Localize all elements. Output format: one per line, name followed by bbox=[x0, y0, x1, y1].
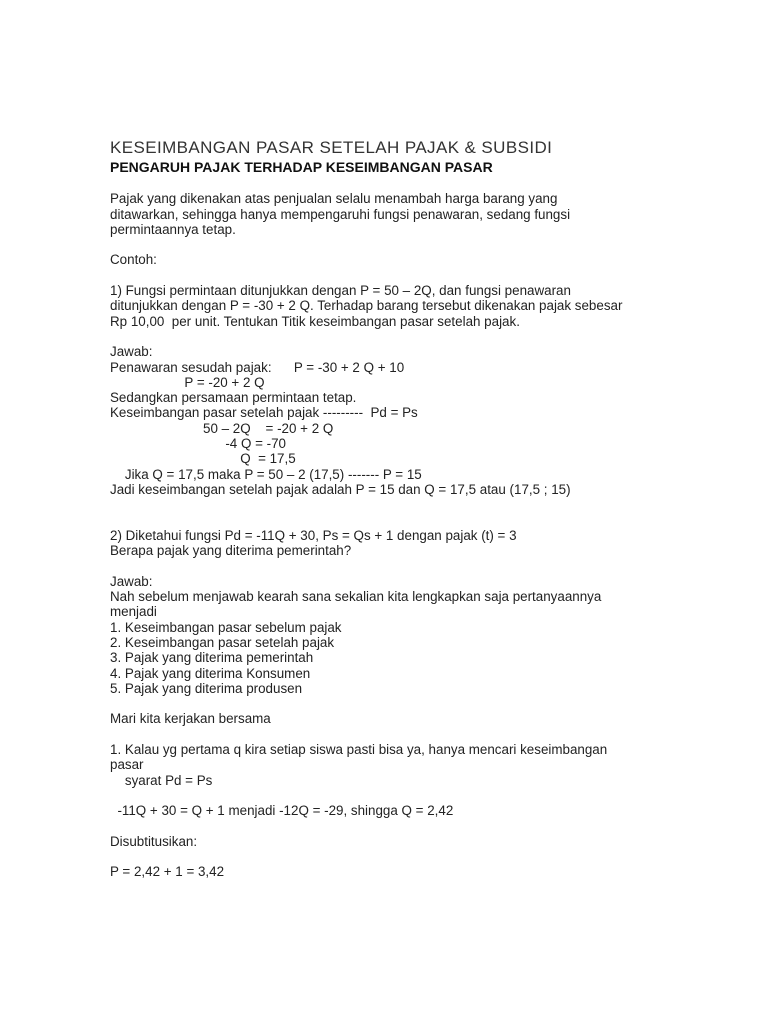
text-line: 50 – 2Q = -20 + 2 Q bbox=[110, 420, 334, 436]
text-line: 1) Fungsi permintaan ditunjukkan dengan P = 50 – 2Q, dan fungsi penawaran bbox=[110, 283, 571, 299]
text-line: syarat Pd = Ps bbox=[110, 772, 213, 788]
text-line: Jadi keseimbangan setelah pajak adalah P = 15 dan Q = 17,5 atau (17,5 ; 15) bbox=[110, 481, 571, 497]
spacer bbox=[110, 727, 750, 742]
text-line: ditawarkan, sehingga hanya mempengaruhi fungsi penawaran, sedang fungsi bbox=[110, 206, 571, 222]
spacer bbox=[110, 849, 750, 864]
document-title: KESEIMBANGAN PASAR SETELAH PAJAK & SUBSIDI bbox=[110, 138, 553, 157]
substitution-label: Disubtitusikan: bbox=[110, 833, 198, 849]
list-item: 4. Pajak yang diterima Konsumen bbox=[110, 665, 311, 681]
spacer bbox=[110, 558, 750, 573]
lets-do-text: Mari kita kerjakan bersama bbox=[110, 711, 271, 727]
spacer bbox=[110, 268, 750, 283]
spacer bbox=[110, 237, 750, 252]
example-2-question bbox=[110, 528, 750, 559]
text-line: Nah sebelum menjawab kearah sana sekalian kita lengkapkan saja pertanyaannya bbox=[110, 589, 602, 605]
spacer bbox=[110, 176, 750, 191]
contoh-label: Contoh: bbox=[110, 252, 157, 268]
spacer bbox=[110, 497, 750, 528]
spacer bbox=[110, 818, 750, 833]
text-line: pasar bbox=[110, 757, 144, 773]
example-1-question bbox=[110, 283, 750, 329]
text-line: permintaannya tetap. bbox=[110, 221, 236, 237]
spacer bbox=[110, 788, 750, 803]
equation-line: -11Q + 30 = Q + 1 menjadi -12Q = -29, shingga Q = 2,42 bbox=[110, 803, 454, 819]
text-line: 1. Kalau yg pertama q kira setiap siswa pasti bisa ya, hanya mencari keseimbangan bbox=[110, 741, 608, 757]
text-line: 2) Diketahui fungsi Pd = -11Q + 30, Ps = Qs + 1 dengan pajak (t) = 3 bbox=[110, 527, 517, 543]
text-line: Sedangkan persamaan permintaan tetap. bbox=[110, 390, 357, 406]
result-line: P = 2,42 + 1 = 3,42 bbox=[110, 864, 225, 880]
text-line: Q = 17,5 bbox=[110, 451, 296, 467]
answer-label: Jawab: bbox=[110, 344, 153, 360]
text-line: -4 Q = -70 bbox=[110, 436, 286, 452]
example-1-answer bbox=[110, 344, 750, 497]
text-line: Jika Q = 17,5 maka P = 50 – 2 (17,5) ------- P = 15 bbox=[110, 466, 422, 482]
text-line: menjadi bbox=[110, 604, 157, 620]
text-line: P = -20 + 2 Q bbox=[110, 374, 265, 390]
spacer bbox=[110, 696, 750, 711]
answer-label: Jawab: bbox=[110, 573, 153, 589]
text-line: Rp 10,00 per unit. Tentukan Titik keseimbangan pasar setelah pajak. bbox=[110, 313, 520, 329]
intro-paragraph bbox=[110, 191, 750, 237]
document-subtitle: PENGARUH PAJAK TERHADAP KESEIMBANGAN PASAR bbox=[110, 159, 493, 175]
step-1 bbox=[110, 742, 750, 788]
document-page bbox=[110, 138, 750, 880]
list-item: 2. Keseimbangan pasar setelah pajak bbox=[110, 634, 335, 650]
text-line: ditunjukkan dengan P = -30 + 2 Q. Terhadap barang tersebut dikenakan pajak sebesar bbox=[110, 298, 623, 314]
text-line: Berapa pajak yang diterima pemerintah? bbox=[110, 543, 352, 559]
text-line: Penawaran sesudah pajak: P = -30 + 2 Q + 10 bbox=[110, 359, 405, 375]
list-item: 5. Pajak yang diterima produsen bbox=[110, 680, 303, 696]
text-line: Pajak yang dikenakan atas penjualan selalu menambah harga barang yang bbox=[110, 191, 558, 207]
list-item: 3. Pajak yang diterima pemerintah bbox=[110, 650, 314, 666]
text-line: Keseimbangan pasar setelah pajak --------- Pd = Ps bbox=[110, 405, 418, 421]
list-item: 1. Keseimbangan pasar sebelum pajak bbox=[110, 619, 342, 635]
spacer bbox=[110, 329, 750, 344]
example-2-answer bbox=[110, 574, 750, 696]
